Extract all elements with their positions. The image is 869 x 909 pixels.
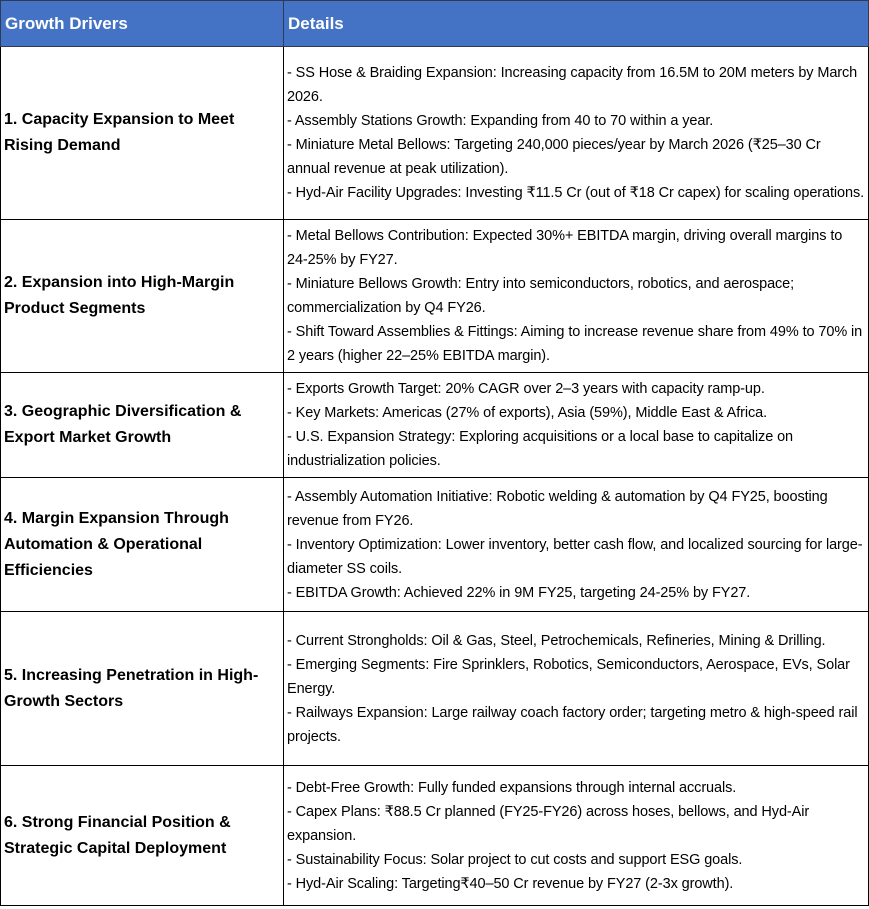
details-cell: [284, 47, 869, 220]
driver-cell: 6. Strong Financial Position & Strategic Capital Deployment: [1, 766, 284, 906]
detail-item: - Inventory Optimization: Lower inventory, better cash flow, and localized sourcing for large-diameter SS coils.: [287, 536, 863, 577]
details-cell: [284, 766, 869, 906]
table-row: [1, 766, 869, 906]
header-details: Details: [284, 1, 869, 47]
table-row: [1, 47, 869, 220]
table-row: [1, 220, 869, 373]
detail-item: - Assembly Stations Growth: Expanding from 40 to 70 within a year.: [287, 113, 714, 129]
detail-item: - SS Hose & Braiding Expansion: Increasing capacity from 16.5M to 20M meters by March 2026.: [287, 65, 858, 105]
detail-item: - Capex Plans: ₹88.5 Cr planned (FY25-FY26) across hoses, bellows, and Hyd-Air expansion.: [287, 803, 810, 844]
detail-item: - Hyd-Air Scaling: Targeting₹40–50 Cr revenue by FY27 (2-3x growth).: [287, 875, 734, 892]
details-cell: [284, 373, 869, 478]
detail-item: - Exports Growth Target: 20% CAGR over 2–3 years with capacity ramp-up.: [287, 381, 765, 397]
driver-cell: 2. Expansion into High-Margin Product Segments: [1, 220, 284, 373]
detail-item: - Metal Bellows Contribution: Expected 30%+ EBITDA margin, driving overall margins to 24-25% by FY27.: [287, 228, 843, 268]
detail-item: - Current Strongholds: Oil & Gas, Steel, Petrochemicals, Refineries, Mining & Drilling.: [287, 632, 826, 649]
table-row: [1, 612, 869, 766]
details-cell: [284, 220, 869, 373]
detail-item: - Railways Expansion: Large railway coach factory order; targeting metro & high-speed rail projects.: [287, 704, 858, 745]
detail-item: - EBITDA Growth: Achieved 22% in 9M FY25, targeting 24-25% by FY27.: [287, 584, 751, 601]
detail-item: - U.S. Expansion Strategy: Exploring acquisitions or a local base to capitalize on industrialization policies.: [287, 429, 794, 469]
detail-item: - Hyd-Air Facility Upgrades: Investing ₹11.5 Cr (out of ₹18 Cr capex) for scaling operations.: [287, 185, 865, 201]
detail-item: - Key Markets: Americas (27% of exports), Asia (59%), Middle East & Africa.: [287, 405, 768, 421]
table-row: [1, 373, 869, 478]
detail-item: - Debt-Free Growth: Fully funded expansions through internal accruals.: [287, 779, 737, 796]
details-cell: [284, 612, 869, 766]
detail-item: - Shift Toward Assemblies & Fittings: Aiming to increase revenue share from 49% to 70% in 2 years (higher 22–25% EBITDA margin).: [287, 324, 863, 364]
header-growth-drivers: Growth Drivers: [1, 1, 284, 47]
detail-item: - Assembly Automation Initiative: Robotic welding & automation by Q4 FY25, boosting revenue from FY26.: [287, 488, 828, 529]
details-cell: [284, 478, 869, 612]
driver-cell: 1. Capacity Expansion to Meet Rising Demand: [1, 47, 284, 220]
detail-item: - Sustainability Focus: Solar project to cut costs and support ESG goals.: [287, 851, 743, 868]
table-row: [1, 478, 869, 612]
detail-item: - Miniature Metal Bellows: Targeting 240,000 pieces/year by March 2026 (₹25–30 Cr annual revenue at peak utilization).: [287, 137, 821, 177]
header-row: [1, 1, 869, 47]
detail-item: - Miniature Bellows Growth: Entry into semiconductors, robotics, and aerospace; commercialization by Q4 FY26.: [287, 276, 795, 316]
driver-cell: 4. Margin Expansion Through Automation & Operational Efficiencies: [1, 478, 284, 612]
driver-cell: 3. Geographic Diversification & Export Market Growth: [1, 373, 284, 478]
driver-cell: 5. Increasing Penetration in High-Growth Sectors: [1, 612, 284, 766]
detail-item: - Emerging Segments: Fire Sprinklers, Robotics, Semiconductors, Aerospace, EVs, Solar Energy.: [287, 656, 850, 697]
